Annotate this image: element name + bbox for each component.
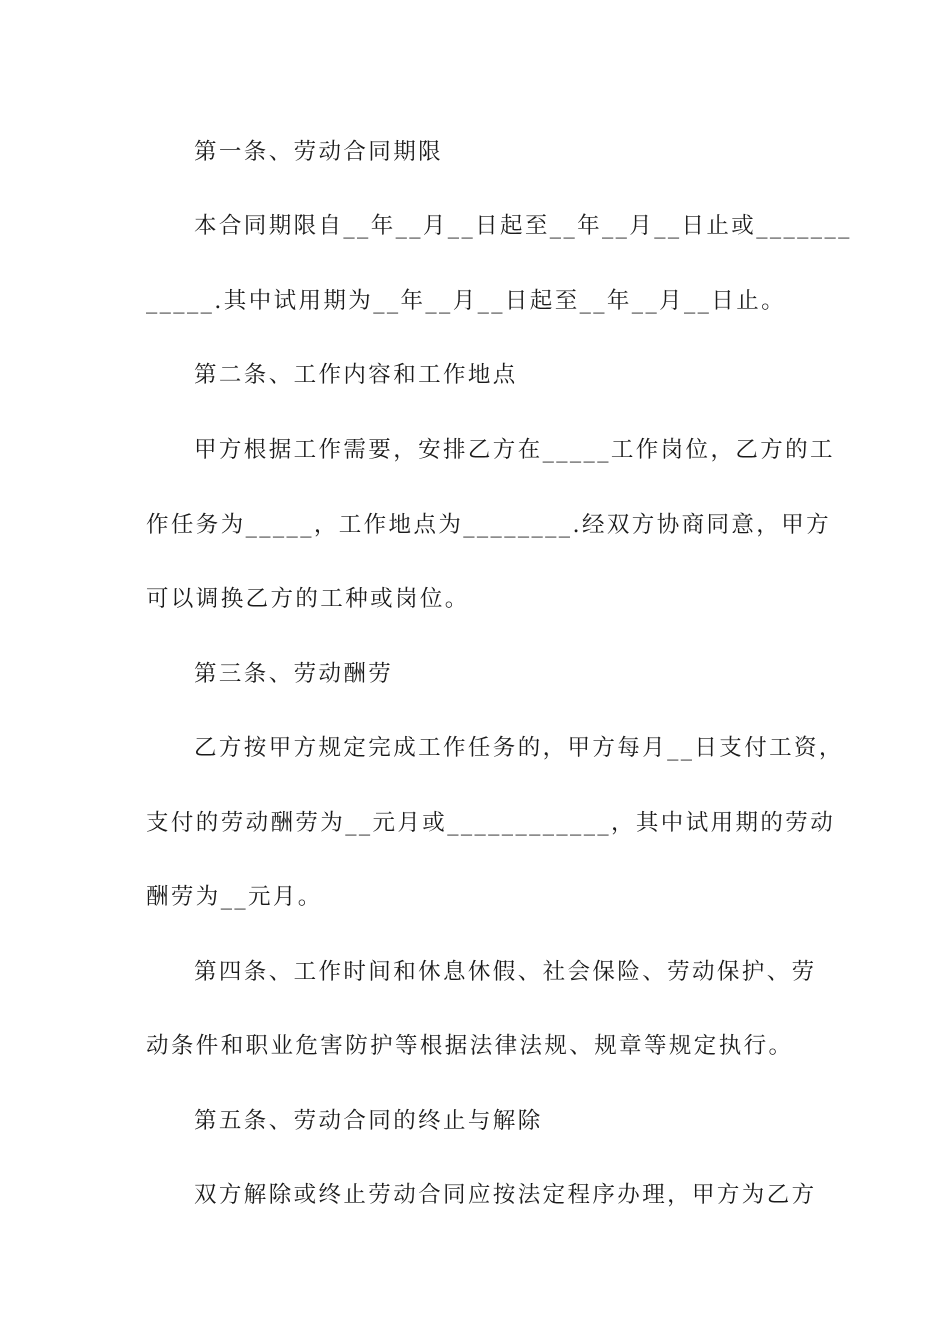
article-1-heading: 第一条、劳动合同期限 bbox=[194, 139, 444, 165]
paragraph-line: _____.其中试用期为__年__月__日起至__年__月__日止。 bbox=[146, 288, 787, 314]
article-5-heading: 第五条、劳动合同的终止与解除 bbox=[194, 1108, 543, 1134]
article-2-heading: 第二条、工作内容和工作地点 bbox=[194, 362, 518, 388]
paragraph-line: 酬劳为__元月。 bbox=[146, 884, 323, 910]
article-4-paragraph: 第四条、工作时间和休息休假、社会保险、劳动保护、劳 bbox=[194, 959, 817, 985]
paragraph-line: 可以调换乙方的工种或岗位。 bbox=[146, 586, 470, 612]
paragraph-line: 作任务为_____，工作地点为________.经双方协商同意，甲方 bbox=[146, 512, 832, 538]
paragraph-line: 本合同期限自__年__月__日起至__年__月__日止或_______ bbox=[194, 213, 852, 239]
paragraph-line: 双方解除或终止劳动合同应按法定程序办理，甲方为乙方 bbox=[194, 1182, 817, 1208]
paragraph-line: 支付的劳动酬劳为__元月或____________，其中试用期的劳动 bbox=[146, 810, 836, 836]
article-3-heading: 第三条、劳动酬劳 bbox=[194, 661, 394, 687]
paragraph-line: 动条件和职业危害防护等根据法律法规、规章等规定执行。 bbox=[146, 1033, 794, 1059]
paragraph-line: 乙方按甲方规定完成工作任务的，甲方每月__日支付工资， bbox=[194, 735, 844, 761]
paragraph-line: 甲方根据工作需要，安排乙方在_____工作岗位，乙方的工 bbox=[194, 437, 835, 463]
